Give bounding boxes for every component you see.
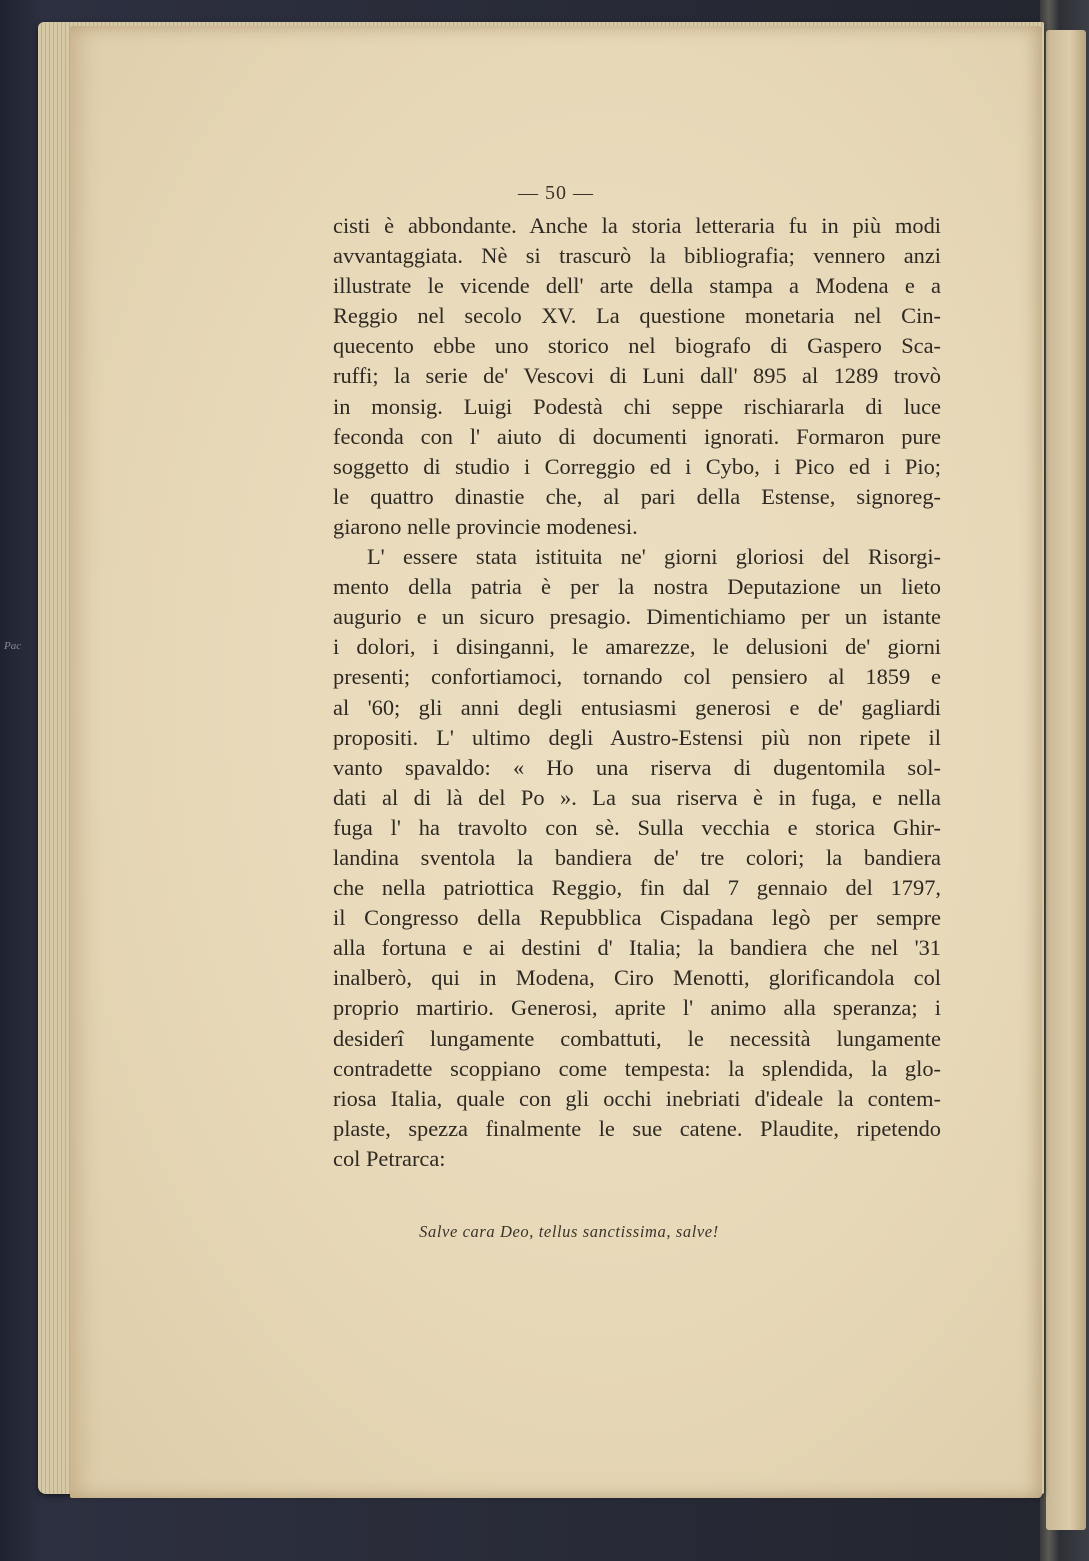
text-line: le quattro dinastie che, al pari della Estense, signoreg- [333, 483, 941, 509]
body-text [333, 211, 941, 1174]
text-line: illustrate le vicende dell' arte della stampa a Modena e a [333, 273, 941, 299]
text-line: col Petrarca: [333, 1145, 446, 1171]
text-line: desiderî lungamente combattuti, le necessità lungamente [333, 1025, 941, 1051]
margin-mark: Pac [4, 640, 22, 652]
text-line: il Congresso della Repubblica Cispadana legò per sempre [333, 905, 941, 931]
text-line: cisti è abbondante. Anche la storia letteraria fu in più modi [333, 213, 941, 238]
text-line: giarono nelle provincie modenesi. [333, 513, 638, 539]
text-line: vanto spavaldo: « Ho una riserva di dugentomila sol- [333, 754, 941, 780]
text-line: mento della patria è per la nostra Deputazione un lieto [333, 574, 941, 600]
text-line: plaste, spezza finalmente le sue catene. Plaudite, ripetendo [333, 1115, 941, 1141]
text-line: al '60; gli anni degli entusiasmi generosi e de' gagliardi [333, 694, 941, 720]
facing-page-edge [1046, 30, 1086, 1530]
text-line: landina sventola la bandiera de' tre colori; la bandiera [333, 844, 941, 870]
text-line: propositi. L' ultimo degli Austro-Estensi più non ripete il [333, 724, 941, 750]
text-line: augurio e un sicuro presagio. Dimentichiamo per un istante [333, 604, 941, 630]
text-line: soggetto di studio i Correggio ed i Cybo, i Pico ed i Pio; [333, 453, 941, 479]
text-line: quecento ebbe uno storico nel biografo di Gaspero Sca- [333, 333, 941, 359]
text-line: inalberò, qui in Modena, Ciro Menotti, glorificandola col [333, 965, 941, 991]
text-line: che nella patriottica Reggio, fin dal 7 gennaio del 1797, [333, 875, 941, 901]
text-line: Reggio nel secolo XV. La questione monetaria nel Cin- [333, 303, 941, 329]
text-line: avvantaggiata. Nè si trascurò la bibliografia; vennero anzi [333, 243, 941, 269]
text-line: feconda con l' aiuto di documenti ignorati. Formaron pure [333, 423, 941, 449]
paragraph-1 [333, 211, 941, 542]
page-number: — 50 — [518, 182, 594, 204]
text-line: presenti; confortiamoci, tornando col pensiero al 1859 e [333, 664, 941, 690]
text-line: contradette scoppiano come tempesta: la splendida, la glo- [333, 1055, 941, 1081]
text-line: fuga l' ha travolto con sè. Sulla vecchia e storica Ghir- [333, 814, 941, 840]
text-line: proprio martirio. Generosi, aprite l' animo alla speranza; i [333, 995, 941, 1021]
text-line: alla fortuna e ai destini d' Italia; la bandiera che nel '31 [333, 935, 941, 961]
book-page [70, 26, 1042, 1498]
text-line: dati al di là del Po ». La sua riserva è in fuga, e nella [333, 784, 941, 810]
text-line: in monsig. Luigi Podestà chi seppe rischiararla di luce [333, 393, 941, 419]
text-line: ruffi; la serie de' Vescovi di Luni dall' 895 al 1289 trovò [333, 363, 941, 389]
latin-quote: Salve cara Deo, tellus sanctissima, salve! [419, 1222, 719, 1241]
paragraph-2 [333, 542, 941, 1174]
text-line: riosa Italia, quale con gli occhi inebriati d'ideale la contem- [333, 1085, 941, 1111]
text-line: L' essere stata istituita ne' giorni gloriosi del Risorgi- [367, 544, 941, 570]
text-line: i dolori, i disinganni, le amarezze, le delusioni de' giorni [333, 634, 941, 660]
